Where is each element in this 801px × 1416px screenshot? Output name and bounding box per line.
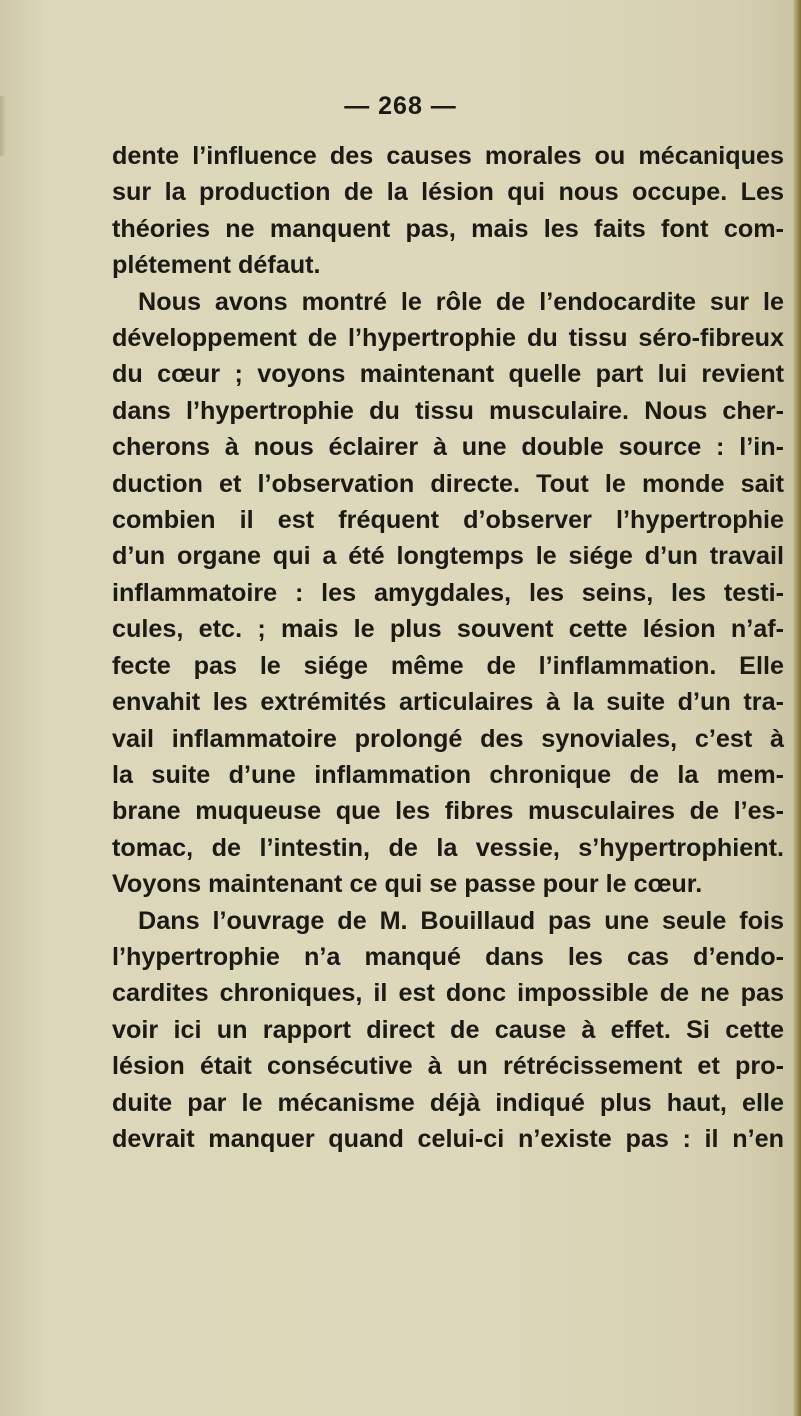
text-line: Voyons maintenant ce qui se passe pour le cœur. <box>112 870 703 899</box>
text-line: combien il est fréquent d’observer l’hypertrophie <box>112 506 784 535</box>
text-line: fecte pas le siége même de l’inflammation. Elle <box>112 651 784 680</box>
text-line: envahit les extrémités articulaires à la suite d’un tra- <box>112 688 784 717</box>
text-line: développement de l’hypertrophie du tissu séro-fibreux <box>112 324 784 353</box>
text-line: inflammatoire : les amygdales, les seins, les testi- <box>112 578 784 607</box>
text-line: d’un organe qui a été longtemps le siége d’un travail <box>112 542 784 571</box>
text-line: duite par le mécanisme déjà indiqué plus haut, elle <box>112 1088 784 1117</box>
body-text <box>112 138 784 1157</box>
text-line: vail inflammatoire prolongé des synoviales, c’est à <box>112 724 784 753</box>
text-line: dente l’influence des causes morales ou mécaniques <box>112 142 784 170</box>
text-line: brane muqueuse que les fibres musculaires de l’es- <box>112 797 784 826</box>
text-line: cherons à nous éclairer à une double source : l’in- <box>112 433 784 462</box>
text-line: théories ne manquent pas, mais les faits font com- <box>112 214 784 243</box>
page-number: — 268 — <box>344 92 457 120</box>
text-line: devrait manquer quand celui-ci n’existe pas : il n’en <box>112 1124 784 1153</box>
text-line: la suite d’une inflammation chronique de la mem- <box>112 760 784 789</box>
text-line: sur la production de la lésion qui nous occupe. Les <box>112 178 784 207</box>
text-line: cardites chroniques, il est donc impossible de ne pas <box>112 979 784 1008</box>
text-line: cules, etc. ; mais le plus souvent cette lésion n’af- <box>112 615 784 644</box>
text-line: l’hypertrophie n’a manqué dans les cas d’endo- <box>112 942 784 971</box>
text-line: duction et l’observation directe. Tout le monde sait <box>112 469 784 498</box>
text-line: lésion était consécutive à un rétrécissement et pro- <box>112 1052 784 1081</box>
text-line: voir ici un rapport direct de cause à effet. Si cette <box>112 1015 784 1044</box>
text-line: Nous avons montré le rôle de l’endocardite sur le <box>138 287 784 316</box>
text-line: plétement défaut. <box>112 251 321 280</box>
text-line: Dans l’ouvrage de M. Bouillaud pas une seule fois <box>138 906 784 935</box>
page-edge-shadow <box>792 0 801 1416</box>
text-line: tomac, de l’intestin, de la vessie, s’hypertrophient. <box>112 833 784 862</box>
text-line: dans l’hypertrophie du tissu musculaire. Nous cher- <box>112 396 784 425</box>
text-line: du cœur ; voyons maintenant quelle part lui revient <box>112 360 784 389</box>
